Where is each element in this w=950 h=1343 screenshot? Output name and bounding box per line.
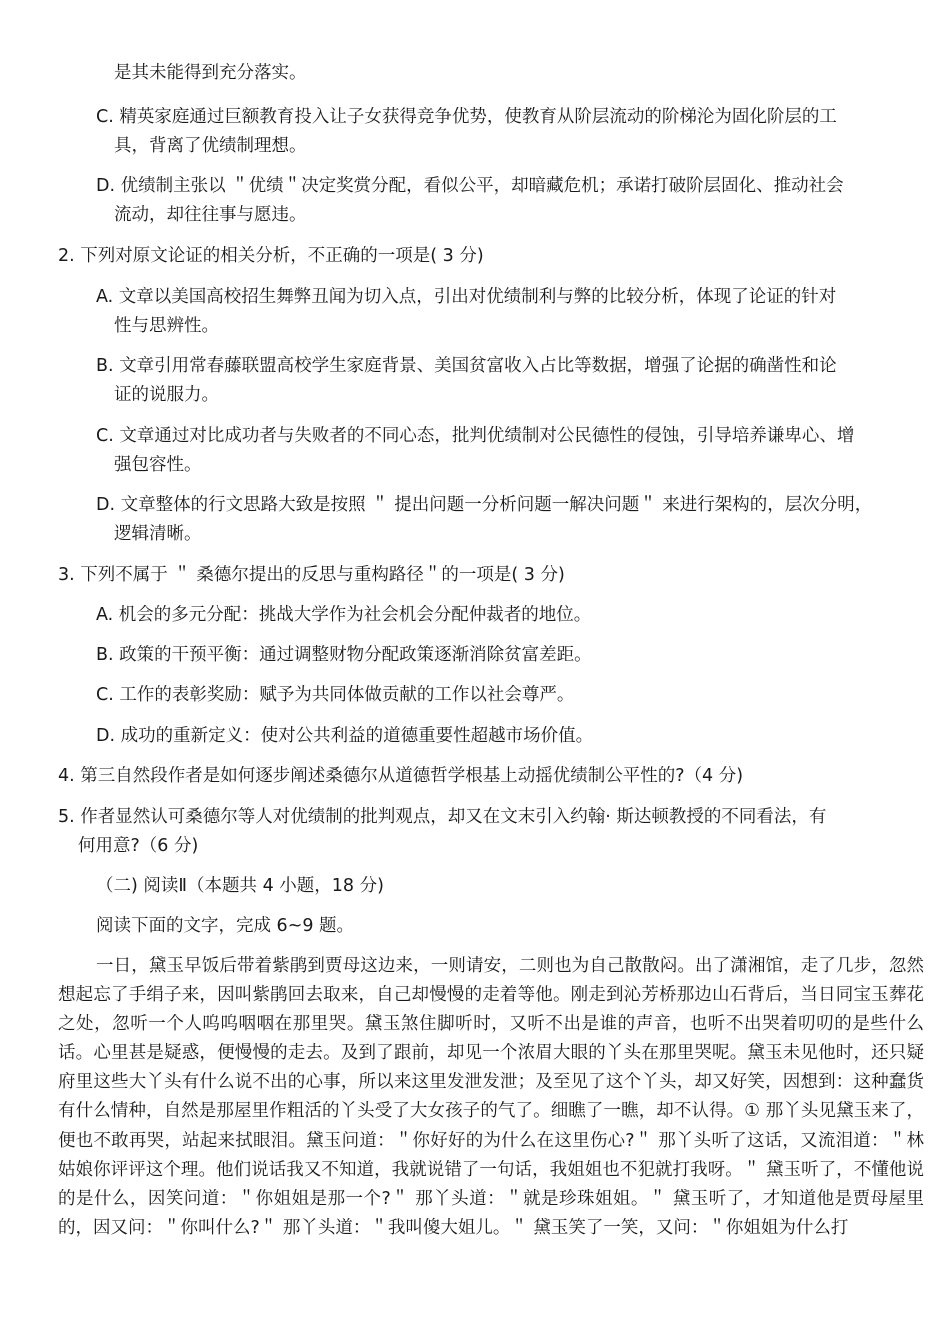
q3-stem: 3. 下列不属于 ＂ 桑德尔提出的反思与重构路径＂的一项是( 3 分): [58, 565, 565, 585]
q5-stem-line2: 何用意?（6 分): [78, 836, 199, 856]
q3-option-a: A. 机会的多元分配：挑战大学作为社会机会分配仲裁者的地位。: [96, 605, 592, 625]
q2-option-b-line2: 证的说服力。: [114, 385, 219, 405]
q1-option-d-line1: D. 优绩制主张以 ＂优绩＂决定奖赏分配，看似公平，却暗藏危机；承诺打破阶层固化、推动社会: [96, 176, 844, 196]
q2-option-c-line2: 强包容性。: [114, 455, 202, 475]
q4-stem: 4. 第三自然段作者是如何逐步阐述桑德尔从道德哲学根基上动摇优绩制公平性的?（4 分): [58, 766, 744, 786]
q2-option-a-line2: 性与思辨性。: [114, 316, 219, 336]
q2-option-a-line1: A. 文章以美国高校招生舞弊丑闻为切入点，引出对优绩制利与弊的比较分析，体现了论证的针对: [96, 287, 837, 307]
q2-option-b-line1: B. 文章引用常春藤联盟高校学生家庭背景、美国贫富收入占比等数据，增强了论据的确凿性和论: [96, 356, 837, 376]
q2-option-d-line2: 逻辑清晰。: [114, 524, 202, 544]
section-instruction: 阅读下面的文字，完成 6~9 题。: [96, 916, 355, 936]
reading-passage: 一日，黛玉早饭后带着紫鹃到贾母这边来，一则请安，二则也为自己散散闷。出了潇湘馆，走了几步，忽然想起忘了手绢子来，因叫紫鹃回去取来，自己却慢慢的走着等他。刚走到沁芳桥那边山石背后，当日同宝玉葬花之处，忽听一个人呜呜咽咽在那里哭。黛玉煞住脚听时，又听不出是谁的声音，也听不出哭着叨叨的是些什么话。心里甚是疑惑，便慢慢的走去。及到了跟前，却见一个浓眉大眼的丫头在那里哭呢。黛玉未见他时，还只疑府里这些大丫头有什么说不出的心事，所以来这里发泄发泄；及至见了这个丫头，却又好笑，因想到：这种蠢货有什么情种，自然是那屋里作粗活的丫头受了大女孩子的气了。细瞧了一瞧，却不认得。① 那丫头见黛玉来了，便也不敢再哭，站起来拭眼泪。黛玉问道：＂你好好的为什么在这里伤心?＂ 那丫头听了这话，又流泪道：＂林姑娘你评评这个理。他们说话我又不知道，我就说错了一句话，我姐姐也不犯就打我呀。＂ 黛玉听了，不懂他说的是什么，因笑问道：＂你姐姐是那一个?＂ 那丫头道：＂就是珍珠姐姐。＂ 黛玉听了，才知道他是贾母屋里的，因又问：＂你叫什么?＂ 那丫头道：＂我叫傻大姐儿。＂ 黛玉笑了一笑，又问：＂你姐姐为什么打: [58, 956, 924, 1238]
q1-option-c-line2: 具，背离了优绩制理想。: [114, 136, 307, 156]
section-heading: （二) 阅读Ⅱ（本题共 4 小题，18 分): [96, 876, 384, 896]
q3-option-c: C. 工作的表彰奖励：赋予为共同体做贡献的工作以社会尊严。: [96, 685, 575, 705]
q2-stem: 2. 下列对原文论证的相关分析，不正确的一项是( 3 分): [58, 246, 484, 266]
q3-option-b: B. 政策的干预平衡：通过调整财物分配政策逐渐消除贫富差距。: [96, 645, 592, 665]
q2-option-d-line1: D. 文章整体的行文思路大致是按照 ＂ 提出问题一分析问题一解决问题＂ 来进行架构的，层次分明，: [96, 495, 873, 515]
q1-option-c-line1: C. 精英家庭通过巨额教育投入让子女获得竞争优势，使教育从阶层流动的阶梯沦为固化阶层的工: [96, 107, 837, 127]
q2-option-c-line1: C. 文章通过对比成功者与失败者的不同心态，批判优绩制对公民德性的侵蚀，引导培养谦卑心、增: [96, 426, 855, 446]
q1-option-b-continuation: 是其未能得到充分落实。: [114, 63, 307, 83]
q5-stem-line1: 5. 作者显然认可桑德尔等人对优绩制的批判观点，却又在文末引入约翰· 斯达顿教授的不同看法，有: [58, 807, 827, 827]
q1-option-d-line2: 流动，却往往事与愿违。: [114, 205, 307, 225]
q3-option-d: D. 成功的重新定义：使对公共利益的道德重要性超越市场价值。: [96, 726, 594, 746]
